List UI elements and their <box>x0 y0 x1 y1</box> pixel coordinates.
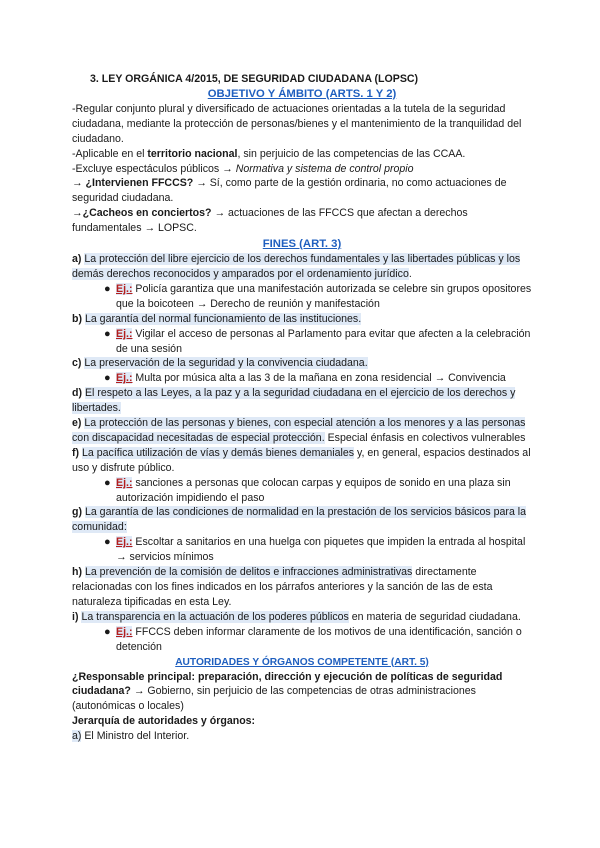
fin-h <box>72 565 532 610</box>
autoridades-q <box>72 670 532 715</box>
list-item <box>104 371 532 386</box>
letter: a) <box>72 253 82 266</box>
letter: b) <box>72 312 82 325</box>
fin-g <box>72 505 532 535</box>
list-item <box>104 535 532 565</box>
fin-d <box>72 386 532 416</box>
bold-text: ¿Cacheos en conciertos? <box>82 207 212 220</box>
text: FFCCS deben informar claramente de los motivos de una identificación, sanción o detención <box>116 625 522 653</box>
list-item <box>104 625 532 655</box>
text: El Ministro del Interior. <box>81 730 190 743</box>
fin-c-examples <box>72 371 532 386</box>
highlight-text: La garantía de las condiciones de normalidad en la prestación de los servicios básicos para la comunidad: <box>72 506 527 534</box>
objeto-p2 <box>72 147 532 162</box>
fin-f <box>72 446 532 476</box>
text: directamente relacionadas con los fines indicados en los párrafos anteriores <box>72 566 477 593</box>
fin-a <box>72 252 532 282</box>
list-item <box>104 327 532 357</box>
highlight-text: La transparencia en la actuación de los poderes públicos <box>81 610 349 623</box>
text: -Aplicable en el <box>72 147 148 160</box>
document-page <box>72 72 532 744</box>
example-label: Ej.: <box>116 372 133 385</box>
fin-i <box>72 610 532 625</box>
highlight-text: La protección de las personas y bienes, con especial atención a los menores y a las personas con discapacidad necesitadas de especial protección. <box>72 417 526 444</box>
list-item <box>104 282 532 312</box>
highlight-text: La prevención de la comisión de delitos e infracciones administrativas <box>84 566 413 579</box>
italic-text: Normativa y sistema de control propio <box>235 162 414 175</box>
heading-fines: FINES (ART. 3) <box>262 238 342 251</box>
highlight-text: La preservación de la seguridad y la convivencia ciudadana. <box>84 357 368 370</box>
text: → Gobierno, sin perjuicio de las competencias de otras administraciones (autonómicas o locales) <box>72 685 476 713</box>
text: → <box>72 177 86 190</box>
bullet-icon: ● <box>104 282 111 295</box>
text: . <box>408 267 412 280</box>
fin-i-examples <box>72 625 532 655</box>
heading-objeto: OBJETIVO Y ÁMBITO (ARTS. 1 Y 2) <box>207 87 397 100</box>
highlight-text: El respeto a las Leyes, a la paz y a la seguridad ciudadana en el ejercicio de los derechos y libertades. <box>72 387 516 415</box>
text: Escoltar a sanitarios en una huelga con piquetes que impiden la entrada al hospital → servicios mínimos <box>116 536 526 564</box>
text: → Sí, como parte de la gestión ordinaria, no como actuaciones de seguridad ciudadana. <box>72 177 507 205</box>
objeto-p4 <box>72 176 532 206</box>
bullet-icon: ● <box>104 476 111 489</box>
fin-a-examples <box>72 282 532 312</box>
fin-b <box>72 312 532 327</box>
autoridades-a <box>72 729 532 744</box>
bullet-icon: ● <box>104 625 111 638</box>
objeto-p3 <box>72 162 532 177</box>
bold-text: ¿Responsable principal: preparación, dirección y ejecución de políticas de seguridad ciudadana? <box>72 670 503 698</box>
text: y, en general, espacios destinados al uso y disfrute público. <box>72 446 531 474</box>
bold-text: ¿Intervienen FFCCS? <box>85 177 194 190</box>
example-label: Ej.: <box>116 536 133 549</box>
text: en materia de seguridad ciudadana. <box>348 610 521 623</box>
text: sanciones a personas que colocan carpas y equipos de sonido en una plaza sin autorización impidiendo el paso <box>116 476 511 504</box>
letter: c) <box>72 357 82 370</box>
bold-text: territorio nacional <box>147 147 238 160</box>
letter: e) <box>72 417 82 430</box>
document-title: 3. LEY ORGÁNICA 4/2015, DE SEGURIDAD CIUDADANA (LOPSC) <box>90 73 419 85</box>
fin-b-examples <box>72 327 532 357</box>
bullet-icon: ● <box>104 327 111 340</box>
heading-autoridades: AUTORIDADES Y ÓRGANOS COMPETENTE (ART. 5) <box>175 656 429 668</box>
list-item <box>104 476 532 506</box>
example-label: Ej.: <box>116 327 133 340</box>
text: Vigilar el acceso de personas al Parlamento para evitar que afecten a la celebración de una sesión <box>116 327 531 355</box>
bullet-icon: ● <box>104 536 111 549</box>
text: y la sanción de las de esta naturaleza tipificadas en esta Ley. <box>72 581 493 608</box>
fin-c <box>72 356 532 371</box>
letter: f) <box>72 446 80 459</box>
highlight-text: La pacífica utilización de vías y demás bienes demaniales <box>82 446 355 459</box>
objeto-p1: -Regular conjunto plural y diversificado de actuaciones orientadas a la tutela de la seguridad ciudadana, mediante la protección de personas/bienes y el mantenimiento de la tranquilidad del ciudadano. <box>72 102 522 145</box>
fin-g-examples <box>72 535 532 565</box>
letter: d) <box>72 387 82 400</box>
letter: g) <box>72 506 82 519</box>
text: → <box>72 207 83 220</box>
text: -Excluye espectáculos públicos → <box>72 162 236 175</box>
bold-text: Jerarquía de autoridades y órganos: <box>72 715 256 728</box>
highlight-text: La garantía del normal funcionamiento de las instituciones. <box>84 312 362 325</box>
highlight-text: La protección del libre ejercicio de los derechos fundamentales y las libertades públicas y los demás derechos reconocidos y amparados por el ordenamiento jurídico <box>72 253 521 280</box>
text: → actuaciones de las FFCCS que afectan a derechos fundamentales → LOPSC. <box>72 207 468 235</box>
letter: h) <box>72 566 82 579</box>
text: Especial énfasis en colectivos vulnerables <box>324 431 526 444</box>
example-label: Ej.: <box>116 625 133 638</box>
bullet-icon: ● <box>104 372 111 385</box>
autoridades-jerarquia <box>72 714 532 729</box>
text: Multa por música alta a las 3 de la mañana en zona residencial → Convivencia <box>132 372 506 385</box>
example-label: Ej.: <box>116 476 133 489</box>
letter: a) <box>72 730 82 743</box>
text: Policía garantiza que una manifestación autorizada se celebre sin grupos opositores que la boicoteen → Derecho de reunión y manifestación <box>116 282 532 310</box>
fin-f-examples <box>72 476 532 506</box>
objeto-p5 <box>72 206 532 236</box>
example-label: Ej.: <box>116 282 133 295</box>
text: , sin perjuicio de las competencias de las CCAA. <box>237 147 466 160</box>
fin-e <box>72 416 532 446</box>
letter: i) <box>72 610 79 623</box>
